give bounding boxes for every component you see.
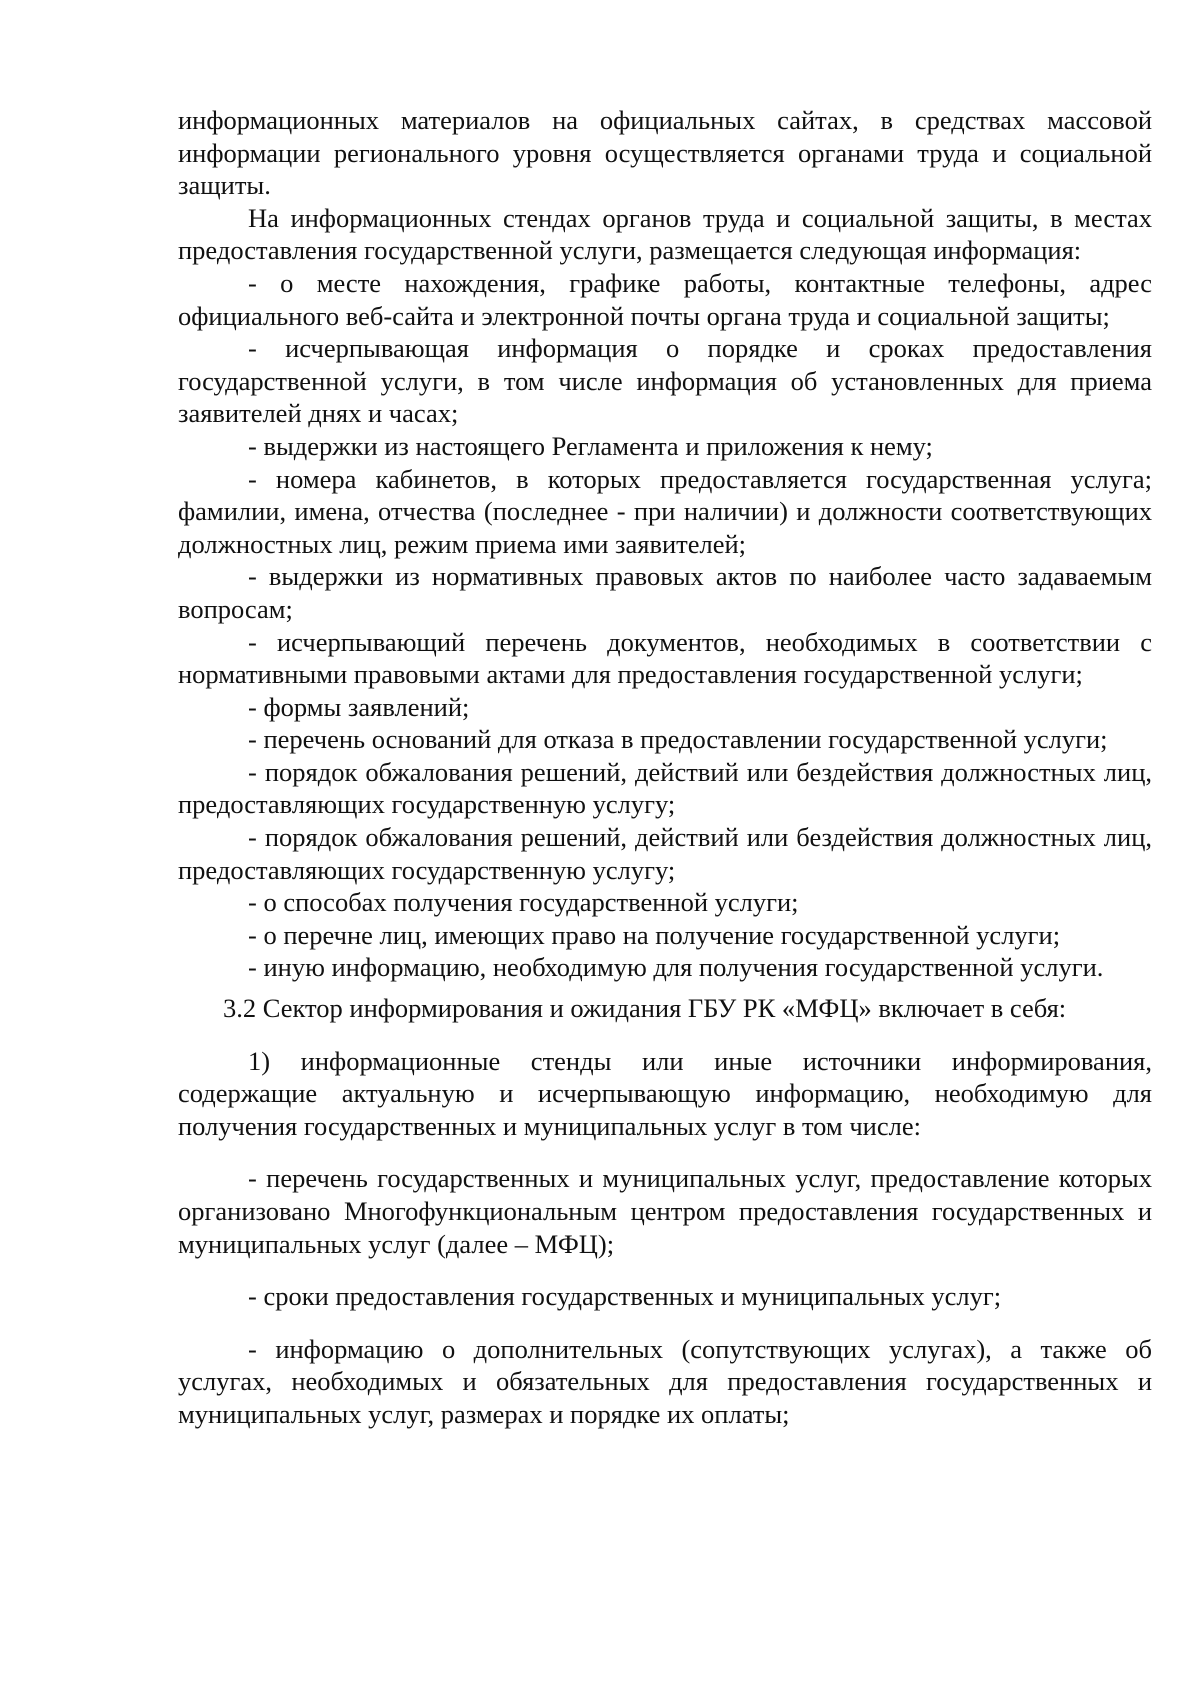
- list-item: - порядок обжалования решений, действий или бездействия должностных лиц, предоставляющих государственную услугу;: [178, 822, 1152, 885]
- section-heading: 3.2 Сектор информирования и ожидания ГБУ РК «МФЦ» включает в себя:: [223, 993, 1067, 1024]
- paragraph: информационных материалов на официальных сайтах, в средствах массовой информации регионального уровня осуществляется органами труда и социальной защиты.: [178, 105, 1152, 201]
- list-item: - о перечне лиц, имеющих право на получение государственной услуги;: [248, 919, 1061, 950]
- list-item: - исчерпывающий перечень документов, необходимых в соответствии с нормативными правовыми актами для предоставления государственной услуги;: [178, 626, 1152, 690]
- paragraph: На информационных стендах органов труда и социальной защиты, в местах предоставления государственной услуги, размещается следующая информация:: [178, 202, 1152, 266]
- list-item: - иную информацию, необходимую для получения государственной услуги.: [248, 952, 1104, 983]
- list-item: - выдержки из нормативных правовых актов по наиболее часто задаваемым вопросам;: [178, 561, 1152, 624]
- document-body: [178, 104, 1152, 1431]
- list-item: - формы заявлений;: [248, 691, 470, 722]
- list-item: - перечень оснований для отказа в предоставлении государственной услуги;: [248, 724, 1108, 755]
- list-item: - исчерпывающая информация о порядке и сроках предоставления государственной услуги, в том числе информация об установленных для приема заявителей днях и часах;: [178, 333, 1152, 429]
- list-item: - сроки предоставления государственных и муниципальных услуг;: [248, 1281, 1002, 1312]
- list-item: - информацию о дополнительных (сопутствующих услугах), а также об услугах, необходимых и обязательных для предоставления государственных и муниципальных услуг, размерах и порядке их оплаты;: [178, 1333, 1152, 1429]
- list-item: - перечень государственных и муниципальных услуг, предоставление которых организовано Многофункциональным центром предоставления государственных и муниципальных услуг (далее – МФЦ);: [178, 1163, 1152, 1259]
- list-item: - выдержки из настоящего Регламента и приложения к нему;: [248, 430, 933, 461]
- list-item: - о месте нахождения, графике работы, контактные телефоны, адрес официального веб-сайта и электронной почты органа труда и социальной защиты;: [178, 267, 1152, 331]
- list-item: - о способах получения государственной услуги;: [248, 887, 799, 918]
- list-item: - порядок обжалования решений, действий или бездействия должностных лиц, предоставляющих государственную услугу;: [178, 756, 1152, 820]
- list-item: - номера кабинетов, в которых предоставляется государственная услуга; фамилии, имена, отчества (последнее - при наличии) и должности соответствующих должностных лиц, режим приема ими заявителей;: [178, 463, 1152, 559]
- paragraph: 1) информационные стенды или иные источники информирования, содержащие актуальную и исчерпывающую информацию, необходимую для получения государственных и муниципальных услуг в том числе:: [178, 1045, 1152, 1141]
